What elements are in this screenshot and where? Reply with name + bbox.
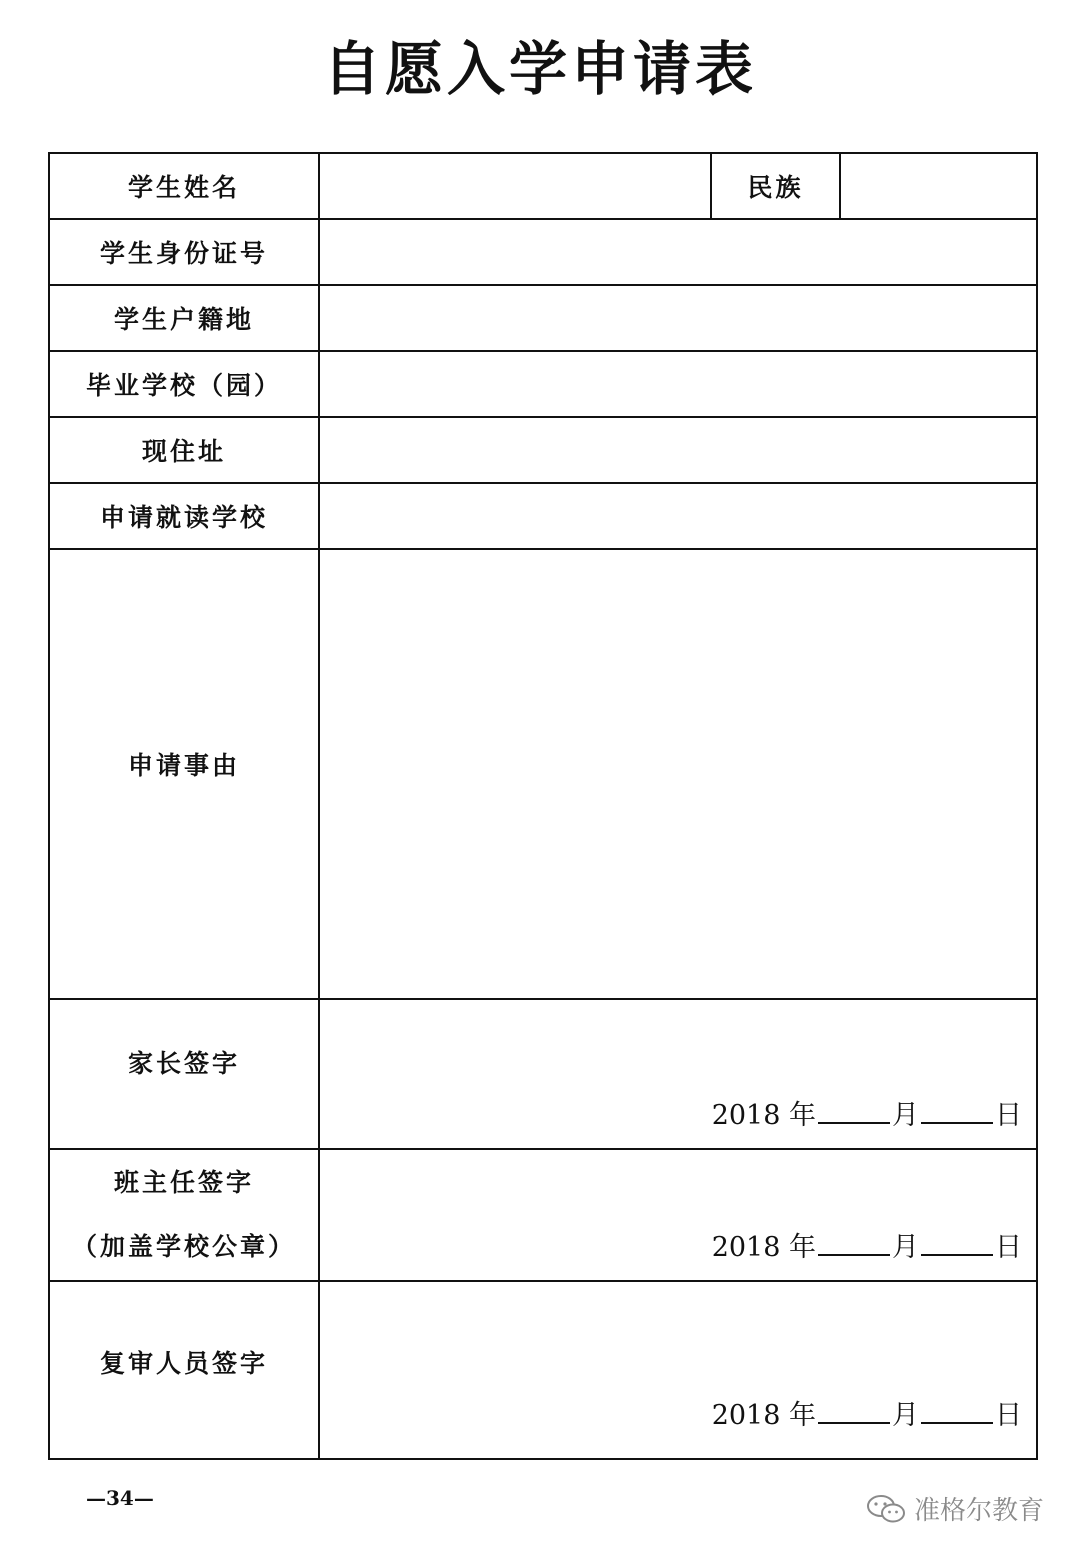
label-student-name: 学生姓名 — [49, 153, 319, 219]
row-student-name — [49, 153, 1037, 219]
label-reviewer-sign: 复审人员签字 — [49, 1281, 319, 1459]
teacher-sign-date — [712, 1225, 1022, 1264]
reviewer-sign-field[interactable] — [319, 1281, 1037, 1459]
month-blank[interactable] — [818, 1234, 890, 1256]
household-field[interactable] — [319, 285, 1037, 351]
label-apply-school: 申请就读学校 — [49, 483, 319, 549]
row-teacher-sign — [49, 1149, 1037, 1281]
application-form-table — [48, 152, 1038, 1460]
row-current-address — [49, 417, 1037, 483]
month-blank[interactable] — [818, 1102, 890, 1124]
label-teacher-sign-line2: （加盖学校公章） — [71, 1232, 296, 1261]
ethnicity-field[interactable] — [840, 153, 1037, 219]
date-day-unit: 日 — [995, 1100, 1022, 1131]
row-id-number — [49, 219, 1037, 285]
date-year: 2018 — [711, 1232, 781, 1263]
row-reason — [49, 549, 1037, 999]
day-blank[interactable] — [921, 1102, 993, 1124]
row-graduated-school — [49, 351, 1037, 417]
date-year-unit: 年 — [789, 1232, 816, 1263]
date-month-unit: 月 — [892, 1400, 919, 1431]
reason-field[interactable] — [319, 549, 1037, 999]
page-number: —34— — [86, 1486, 154, 1510]
date-day-unit: 日 — [995, 1400, 1022, 1431]
apply-school-field[interactable] — [319, 483, 1037, 549]
label-parent-sign: 家长签字 — [49, 999, 319, 1149]
row-apply-school — [49, 483, 1037, 549]
label-graduated-school: 毕业学校（园） — [49, 351, 319, 417]
row-reviewer-sign — [49, 1281, 1037, 1459]
date-month-unit: 月 — [892, 1100, 919, 1131]
graduated-school-field[interactable] — [319, 351, 1037, 417]
date-day-unit: 日 — [995, 1232, 1022, 1263]
date-month-unit: 月 — [892, 1232, 919, 1263]
id-number-field[interactable] — [319, 219, 1037, 285]
watermark-text: 准格尔教育 — [913, 1496, 1044, 1526]
reviewer-sign-date — [712, 1393, 1022, 1432]
label-teacher-sign-line1: 班主任签字 — [113, 1168, 254, 1197]
day-blank[interactable] — [921, 1402, 993, 1424]
row-parent-sign — [49, 999, 1037, 1149]
month-blank[interactable] — [818, 1402, 890, 1424]
label-reason: 申请事由 — [49, 549, 319, 999]
student-name-field[interactable] — [319, 153, 711, 219]
date-year: 2018 — [711, 1400, 781, 1431]
date-year: 2018 — [711, 1100, 781, 1131]
row-household — [49, 285, 1037, 351]
teacher-sign-field[interactable] — [319, 1149, 1037, 1281]
parent-sign-field[interactable] — [319, 999, 1037, 1149]
label-current-address: 现住址 — [49, 417, 319, 483]
parent-sign-date — [712, 1093, 1022, 1132]
form-title: 自愿入学申请表 — [322, 35, 757, 103]
label-household: 学生户籍地 — [49, 285, 319, 351]
current-address-field[interactable] — [319, 417, 1037, 483]
label-ethnicity: 民族 — [711, 153, 840, 219]
date-year-unit: 年 — [789, 1400, 816, 1431]
day-blank[interactable] — [921, 1234, 993, 1256]
watermark — [866, 1490, 1044, 1527]
date-year-unit: 年 — [789, 1100, 816, 1131]
wechat-icon — [866, 1494, 906, 1524]
label-id-number: 学生身份证号 — [49, 219, 319, 285]
label-teacher-sign — [49, 1149, 319, 1281]
